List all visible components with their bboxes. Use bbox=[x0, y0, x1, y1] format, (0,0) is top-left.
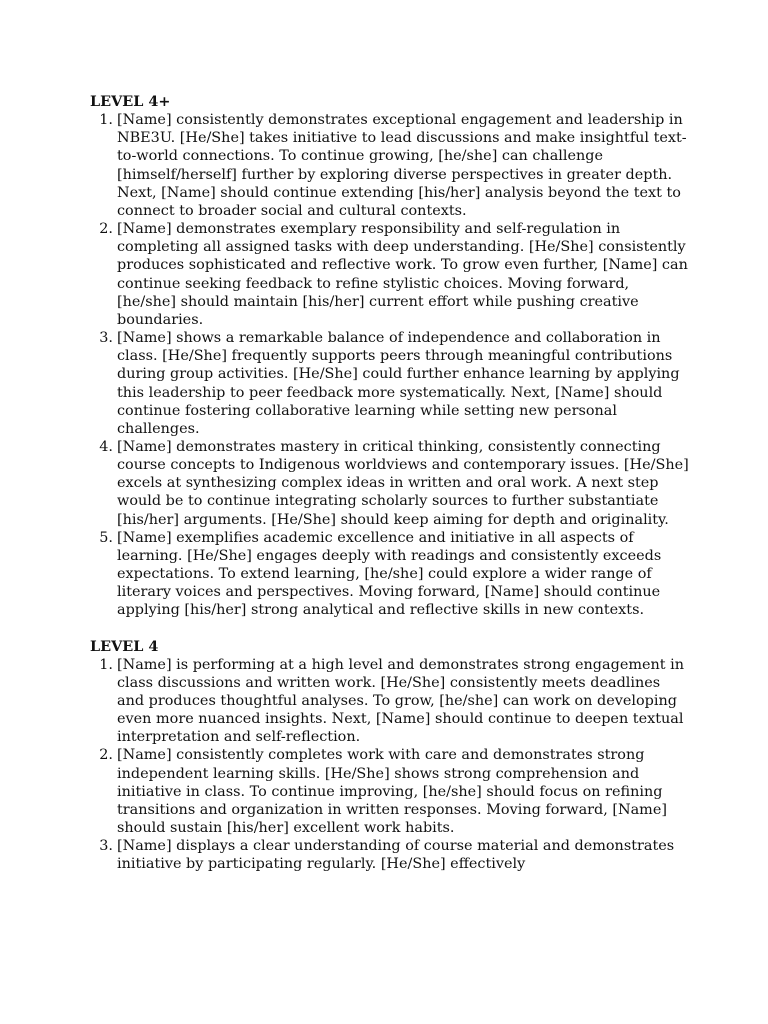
item-number: 2. bbox=[99, 747, 113, 764]
list-item bbox=[99, 220, 690, 329]
item-number: 1. bbox=[99, 112, 113, 129]
section-level-4 bbox=[90, 638, 690, 874]
item-text: [Name] displays a clear understanding of course material and demonstrates initiative by participating regularly. [He/She] effectively bbox=[117, 838, 675, 873]
list-item bbox=[99, 111, 690, 220]
section-heading: LEVEL 4 bbox=[90, 637, 159, 655]
item-number: 5. bbox=[99, 529, 113, 546]
item-text: [Name] demonstrates exemplary responsibility and self-regulation in completing all assigned tasks with deep understanding. [He/She] consistently produces sophisticated and reflective work. To grow even further, [Name] can continue seeking feedback to refine stylistic choices. Moving forward, [he/she] should maintain [his/her] current effort while pushing creative boundaries. bbox=[117, 221, 688, 328]
document-page bbox=[90, 93, 690, 874]
item-text: [Name] is performing at a high level and demonstrates strong engagement in class discussions and written work. [He/She] consistently meets deadlines and produces thoughtful analyses. To grow, [he/she] can work on developing even more nuanced insights. Next, [Name] should continue to deepen textual interpretation and self-reflection. bbox=[117, 656, 684, 746]
comment-list bbox=[90, 111, 690, 619]
list-item bbox=[99, 656, 690, 747]
comment-list bbox=[90, 656, 690, 874]
section-level-4-plus bbox=[90, 93, 690, 620]
item-text: [Name] exemplifies academic excellence and initiative in all aspects of learning. [He/She] engages deeply with readings and consistently exceeds expectations. To extend learning, [he/she] could explore a wider range of literary voices and perspectives. Moving forward, [Name] should continue applying [his/her] strong analytical and reflective skills in new contexts. bbox=[117, 529, 662, 619]
list-item bbox=[99, 746, 690, 837]
item-number: 4. bbox=[99, 438, 113, 455]
item-text: [Name] consistently demonstrates exceptional engagement and leadership in NBE3U. [He/She] takes initiative to lead discussions and make insightful text-to-world connections. To continue growing, [he/she] can challenge [himself/herself] further by exploring diverse perspectives in greater depth. Next, [Name] should continue extending [his/her] analysis beyond the text to connect to broader social and cultural contexts. bbox=[117, 112, 687, 219]
item-number: 3. bbox=[99, 330, 113, 347]
item-text: [Name] shows a remarkable balance of independence and collaboration in class. [He/She] frequently supports peers through meaningful contributions during group activities. [He/She] could further enhance learning by applying this leadership to peer feedback more systematically. Next, [Name] should continue fostering collaborative learning while setting new personal challenges. bbox=[117, 330, 680, 437]
section-heading: LEVEL 4+ bbox=[90, 93, 171, 110]
list-item bbox=[99, 438, 690, 529]
item-text: [Name] demonstrates mastery in critical thinking, consistently connecting course concepts to Indigenous worldviews and contemporary issues. [He/She] excels at synthesizing complex ideas in written and oral work. A next step would be to continue integrating scholarly sources to further substantiate [his/her] arguments. [He/She] should keep aiming for depth and originality. bbox=[117, 438, 689, 528]
list-item bbox=[99, 329, 690, 438]
item-number: 1. bbox=[99, 656, 113, 673]
item-number: 2. bbox=[99, 221, 113, 238]
list-item bbox=[99, 529, 690, 620]
list-item bbox=[99, 837, 690, 873]
item-number: 3. bbox=[99, 838, 113, 855]
item-text: [Name] consistently completes work with care and demonstrates strong independent learning skills. [He/She] shows strong comprehension and initiative in class. To continue improving, [he/she] should focus on refining transitions and organization in written responses. Moving forward, [Name] should sustain [his/her] excellent work habits. bbox=[117, 747, 667, 837]
